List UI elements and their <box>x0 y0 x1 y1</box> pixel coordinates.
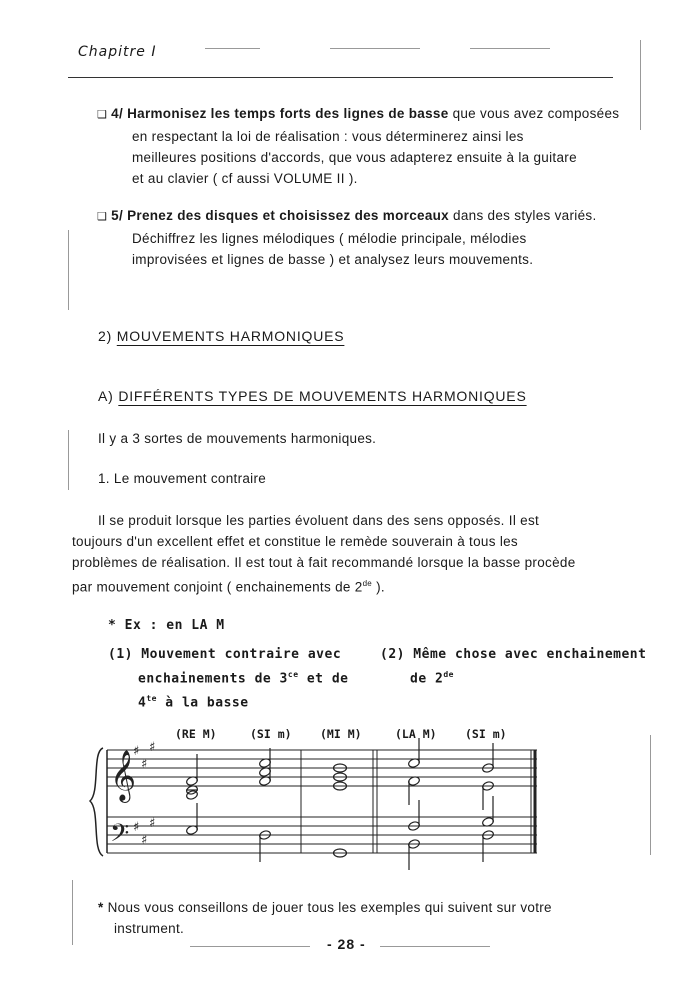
brace <box>90 748 103 856</box>
example-left-line2-sup: ce <box>287 670 299 679</box>
paragraph-line3: problèmes de réalisation. Il est tout à fait recommandé lorsque la basse procède <box>72 555 576 570</box>
svg-text:♯: ♯ <box>141 833 148 848</box>
example-right-line1: (2) Même chose avec enchainement <box>380 647 647 662</box>
treble-clef-icon: 𝄞 <box>110 750 137 801</box>
item-4-number: 4/ <box>111 106 124 121</box>
item-5-text: dans des styles variés. <box>448 208 597 223</box>
item-4-line3: meilleures positions d'accords, que vous adapterez ensuite à la guitare <box>132 150 577 165</box>
chapter-header: Chapitre I <box>78 44 157 60</box>
section-2-title: MOUVEMENTS HARMONIQUES <box>116 328 345 344</box>
chord-label: (RE M) <box>175 727 217 741</box>
chord-label: (SI m) <box>250 727 292 741</box>
item-4-bold: Harmonisez les temps forts des lignes de basse <box>127 106 449 121</box>
example-left-line2-end: et de <box>298 671 349 687</box>
checkbox-icon: ❑ <box>97 109 108 121</box>
bass-key-signature <box>133 816 155 848</box>
footer-dash <box>380 946 490 947</box>
footnote <box>98 897 638 939</box>
paragraph-line4-end: ). <box>372 579 385 595</box>
item-5-bold: Prenez des disques et choisissez des morceaux <box>127 208 449 223</box>
footnote-star: * <box>98 900 104 915</box>
section-a-title: DIFFÉRENTS TYPES DE MOUVEMENTS HARMONIQUES <box>118 388 527 404</box>
section-2-number: 2) <box>98 328 113 344</box>
treble-key-signature <box>133 740 155 772</box>
footnote-line1: Nous vous conseillons de jouer tous les exemples qui suivent sur votre <box>107 900 552 915</box>
item-5-line3: improvisées et lignes de basse ) et analysez leurs mouvements. <box>132 252 534 267</box>
example-left-line2-text: enchainements de 3 <box>138 671 288 687</box>
treble-staff <box>107 750 537 786</box>
item-4-line2: en respectant la loi de réalisation : vous déterminerez ainsi les <box>132 129 524 144</box>
chord-2 <box>259 748 272 862</box>
example-right-line2-text: de 2 <box>410 671 444 687</box>
chord-label: (LA M) <box>395 727 437 741</box>
paragraph-line4-sup: de <box>362 579 373 588</box>
example-left-line3-num: 4 <box>138 695 147 711</box>
svg-text:♯: ♯ <box>149 740 156 755</box>
chord-label: (SI m) <box>465 727 507 741</box>
item-4-line4: et au clavier ( cf aussi VOLUME II ). <box>132 171 358 186</box>
example-left-line3-sup: te <box>146 694 157 704</box>
bass-clef-icon: 𝄢 <box>110 819 130 854</box>
svg-text:♯: ♯ <box>149 816 156 831</box>
intro-text: Il y a 3 sortes de mouvements harmoniques. <box>98 431 377 446</box>
svg-text:♯: ♯ <box>133 820 140 835</box>
footnote-line2: instrument. <box>114 921 185 936</box>
example-right-line2-sup: de <box>443 670 454 679</box>
item-5-number: 5/ <box>111 208 124 223</box>
item-5-line2: Déchiffrez les lignes mélodiques ( mélodie principale, mélodies <box>132 231 527 246</box>
section-a-number: A) <box>98 388 114 404</box>
example-left-line3-text: à la basse <box>156 695 249 711</box>
svg-text:♯: ♯ <box>133 744 140 759</box>
bass-staff <box>107 817 537 853</box>
footer-dash <box>190 946 310 947</box>
paragraph-line1: Il se produit lorsque les parties évoluent dans des sens opposés. Il est <box>98 513 540 528</box>
svg-text:♯: ♯ <box>141 757 148 772</box>
chord-3 <box>334 764 347 857</box>
checkbox-icon: ❑ <box>97 211 108 223</box>
chord-1 <box>186 754 199 835</box>
paragraph-line2: toujours d'un excellent effet et constitue le remède souverain à tous les <box>72 534 518 549</box>
paragraph-line4-text: par mouvement conjoint ( enchainements de 2 <box>72 579 363 595</box>
example-left-line1: (1) Mouvement contraire avec <box>108 647 342 662</box>
example-label: * Ex : en LA M <box>108 618 225 633</box>
chord-4 <box>408 738 421 870</box>
subsection-1-title: 1. Le mouvement contraire <box>98 471 267 486</box>
item-4-text: que vous avez composées <box>448 106 620 121</box>
page-number: - 28 - <box>327 936 366 952</box>
chord-label: (MI M) <box>320 727 362 741</box>
